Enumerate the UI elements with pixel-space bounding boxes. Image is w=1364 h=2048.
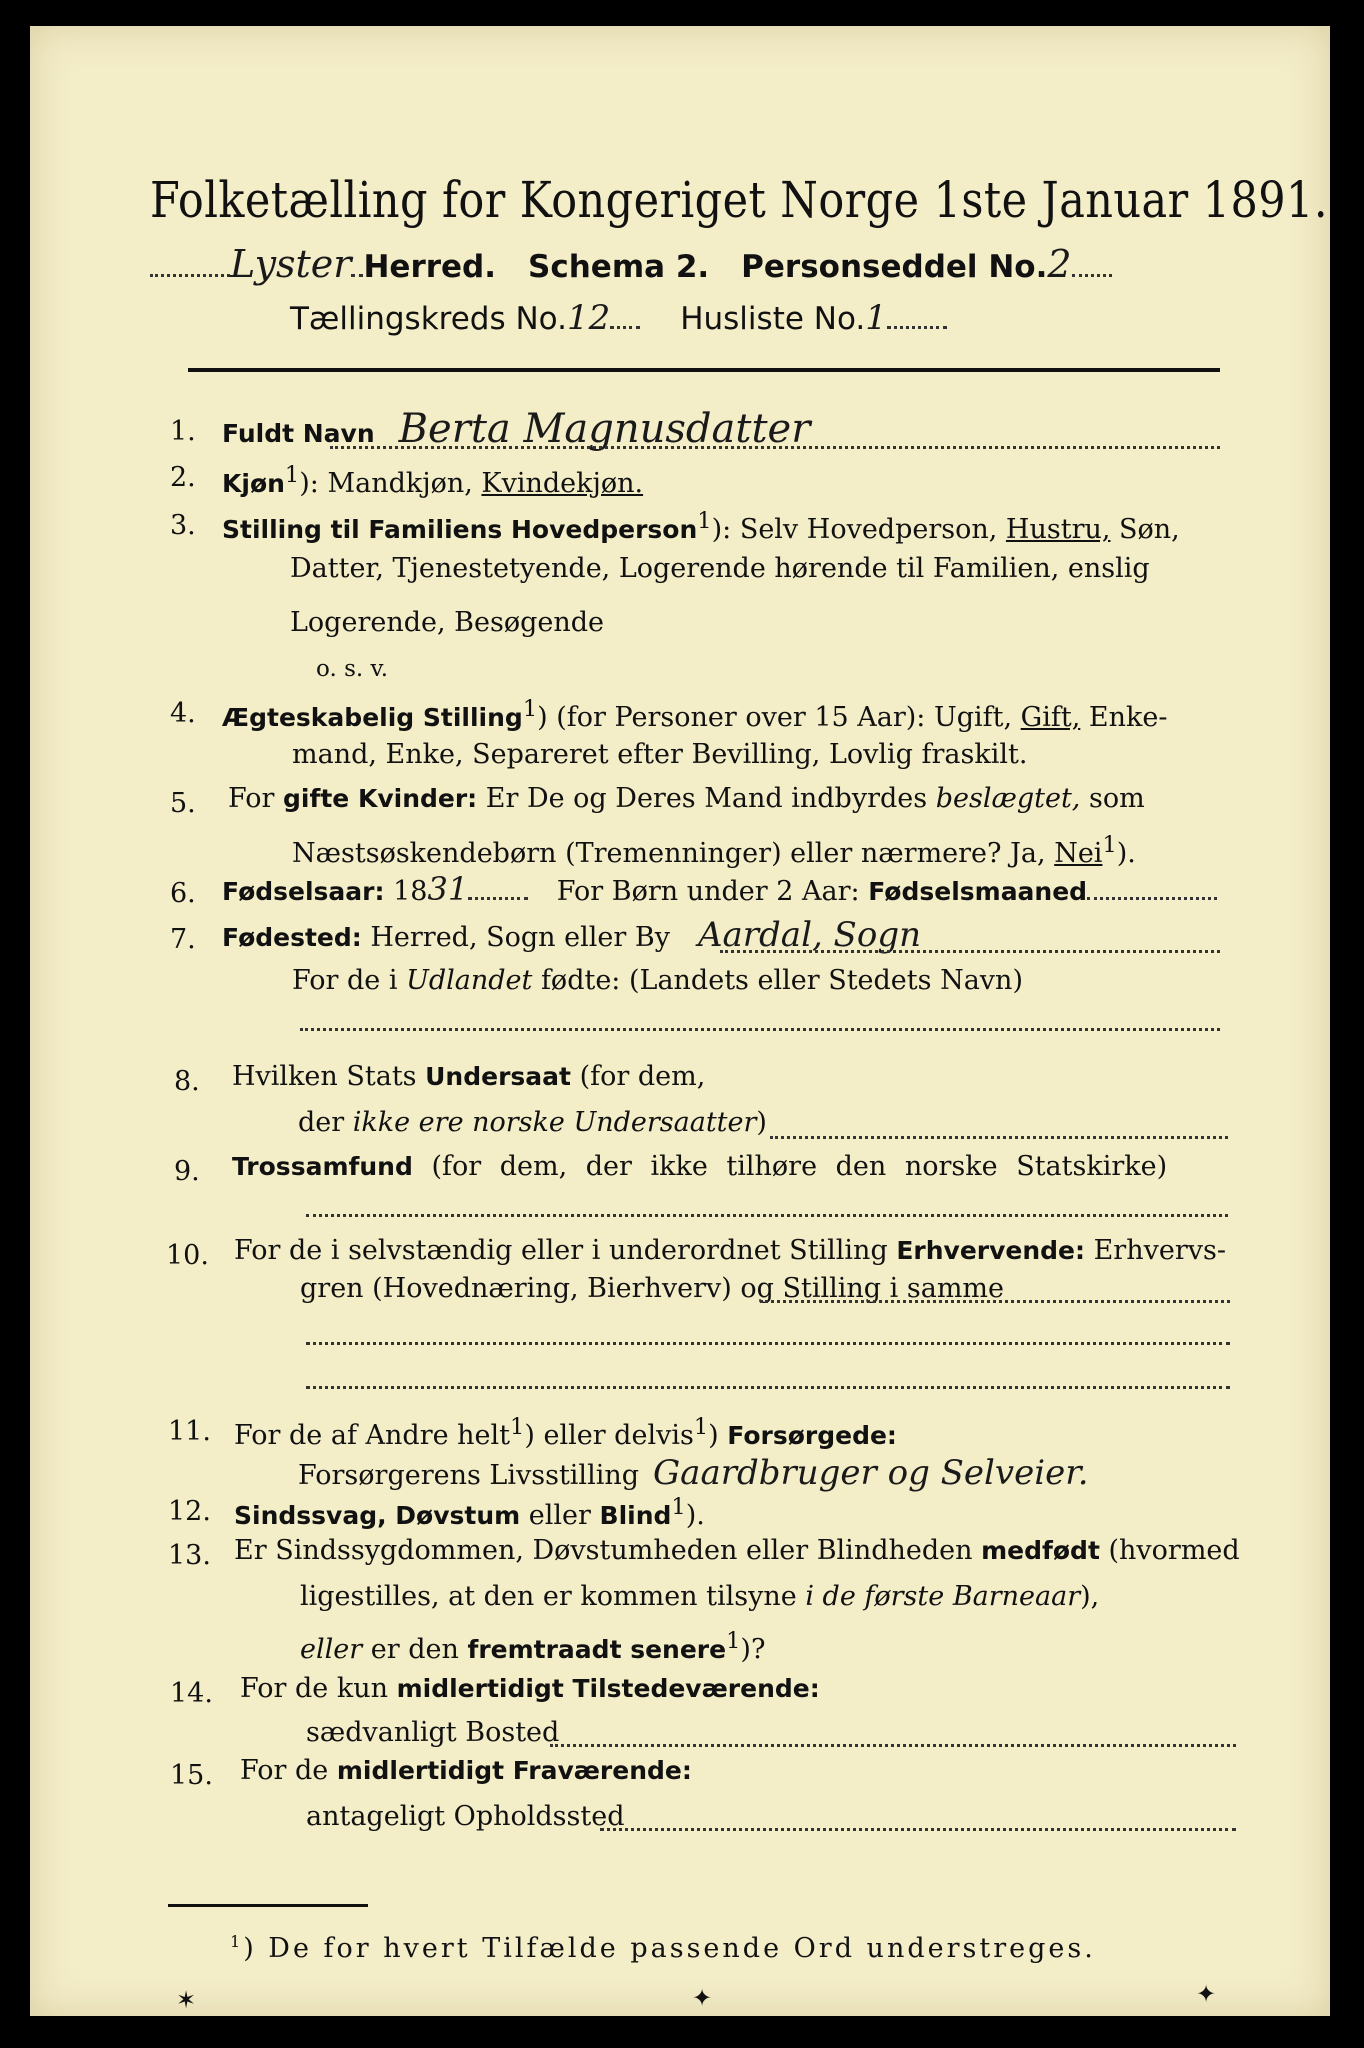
answer-dotted-line [306, 1212, 1228, 1217]
dotted-leader [468, 883, 528, 900]
item-text: fødte: (Landets eller Stedets Navn) [532, 965, 1023, 996]
item-5-married-women [228, 776, 1145, 822]
personseddel-label: Personseddel No. [741, 249, 1048, 285]
item-number: 8. [174, 1066, 200, 1097]
answer-dotted-line [720, 948, 1220, 953]
dotted-leader [351, 252, 363, 277]
field-label: Ægteskabelig Stilling [222, 703, 523, 732]
footnote-marker: 1 [230, 1932, 244, 1951]
answer-dotted-line [330, 444, 1220, 449]
kreds-line [290, 298, 947, 338]
item-text: Hvilken Stats [232, 1061, 426, 1092]
footnote [230, 1932, 1096, 1964]
dotted-leader [1087, 883, 1217, 900]
dotted-leader [1072, 252, 1112, 277]
answer-dotted-line [770, 1134, 1228, 1139]
item-14-line-2: sædvanligt Bosted [306, 1717, 560, 1748]
item-text: Erhvervs- [1085, 1235, 1226, 1266]
item-number: 7. [170, 924, 196, 955]
item-number: 12. [168, 1496, 211, 1527]
item-3-line-3: Logerende, Besøgende [290, 607, 604, 638]
option-text: Enke- [1080, 702, 1168, 733]
field-label: Fødselsmaaned [868, 877, 1088, 906]
selected-option: Kvindekjøn. [481, 468, 644, 499]
answer-dotted-line [760, 1298, 1230, 1303]
item-number: 15. [170, 1760, 213, 1791]
kreds-number: 12 [566, 298, 611, 338]
item-text: eller [520, 1500, 600, 1531]
item-text: (hvormed [1099, 1535, 1240, 1566]
field-label: Stilling til Familiens Hovedperson [222, 515, 698, 544]
selected-option: Gift, [1020, 702, 1081, 733]
field-label: midlertidigt Fraværende: [336, 1756, 692, 1785]
item-3-line-4: o. s. v. [316, 656, 389, 682]
item-8-line-2 [298, 1100, 767, 1146]
item-1-full-name [222, 406, 810, 457]
item-text: (for dem, [570, 1061, 706, 1092]
answer-dotted-line [300, 1026, 1220, 1031]
item-3-family-position [222, 498, 1180, 553]
husliste-label: Husliste No. [680, 301, 866, 337]
schema-label: Schema 2. [528, 249, 710, 285]
footnote-ref: 1 [671, 1494, 686, 1520]
printer-mark: ✶ [176, 1986, 197, 2014]
item-number: 10. [166, 1240, 209, 1271]
footnote-rule [168, 1904, 368, 1907]
italic-text: beslægtet, [935, 783, 1081, 814]
birthplace-answer: Aardal, Sogn [697, 915, 921, 955]
item-7-birthplace [222, 912, 921, 961]
item-13-line-3 [300, 1618, 765, 1673]
item-number: 4. [170, 698, 196, 729]
header-rule [188, 368, 1220, 372]
item-text: For [228, 783, 284, 814]
item-text: ) eller delvis [524, 1420, 694, 1451]
item-text: der [298, 1107, 353, 1138]
footnote-ref: 1 [697, 508, 712, 534]
year-answer: 31 [427, 870, 469, 908]
item-text: )? [740, 1634, 766, 1665]
item-text: som [1080, 783, 1145, 814]
item-text: For de i [292, 965, 407, 996]
italic-text: i de første Barneaar [805, 1581, 1081, 1612]
item-text: Er De og Deres Mand indbyrdes [477, 783, 936, 814]
item-7-line-2 [292, 958, 1023, 1004]
field-label: Trossamfund [232, 1152, 413, 1181]
item-text: ) [756, 1107, 767, 1138]
dotted-leader [150, 252, 230, 277]
item-text: ) [708, 1420, 728, 1451]
footnote-ref: 1 [726, 1628, 741, 1654]
kreds-label: Tællingskreds No. [290, 301, 567, 337]
item-15-line-2: antageligt Opholdssted [306, 1801, 625, 1832]
herred-line [150, 242, 1112, 286]
item-text: ligestilles, at den er kommen tilsyne [300, 1581, 806, 1612]
footnote-ref: 1 [693, 1414, 709, 1440]
footnote-ref: 1 [1102, 832, 1117, 858]
answer-dotted-line [306, 1384, 1230, 1389]
item-text: Forsørgerens Livsstilling [298, 1460, 640, 1491]
field-label: Kjøn [222, 469, 285, 498]
field-label: gifte Kvinder: [283, 784, 478, 813]
item-4-line-2: mand, Enke, Separeret efter Bevilling, Lovlig fraskilt. [292, 739, 1028, 770]
item-text: For de kun [240, 1673, 397, 1704]
selected-option: Nei [1054, 838, 1103, 869]
field-label: fremtraadt senere [467, 1635, 727, 1664]
item-number: 11. [168, 1416, 211, 1447]
item-number: 5. [170, 788, 196, 819]
answer-dotted-line [600, 1826, 1236, 1831]
field-label: Fødested: [222, 923, 362, 952]
field-label: Undersaat [425, 1062, 571, 1091]
husliste-number: 1 [865, 298, 887, 338]
footnote-ref: 1 [284, 462, 300, 488]
footnote-text: ) De for hvert Tilfælde passende Ord understreges. [243, 1933, 1096, 1964]
item-6-birth-year [222, 866, 1217, 915]
printer-mark: ✦ [1196, 1980, 1217, 2008]
item-text: (for dem, der ikke tilhøre den norske Statskirke) [412, 1151, 1168, 1182]
herred-handwritten: Lyster [230, 242, 352, 286]
herred-label: Herred. [363, 249, 497, 285]
item-number: 9. [174, 1156, 200, 1187]
item-text: For de i selvstændig eller i underordnet Stilling [234, 1235, 897, 1266]
item-number: 2. [170, 462, 196, 493]
printer-mark: ✦ [692, 1984, 713, 2012]
field-label: Fuldt Navn [222, 419, 375, 448]
selected-option: Hustru, [1005, 514, 1111, 545]
field-label: medfødt [981, 1536, 1100, 1565]
item-text: er den [362, 1634, 468, 1665]
italic-text: Udlandet [406, 965, 533, 996]
item-number: 1. [170, 416, 196, 447]
item-text: Er Sindssygdommen, Døvstumheden eller Blindheden [234, 1535, 982, 1566]
personseddel-number: 2 [1047, 242, 1072, 286]
item-number: 13. [168, 1540, 211, 1571]
field-label: Erhvervende: [896, 1236, 1086, 1265]
answer-dotted-line [550, 1742, 1236, 1747]
item-text: For de [240, 1755, 337, 1786]
item-3-line-2: Datter, Tjenestetyende, Logerende hørende til Familien, enslig [290, 553, 1150, 584]
option-text: ) (for Personer over 15 Aar): Ugift, [537, 702, 1021, 733]
dotted-leader [887, 304, 947, 329]
item-13-line-2 [300, 1574, 1099, 1620]
provider-occupation-answer: Gaardbruger og Selveier. [653, 1453, 1089, 1493]
field-label: Forsørgede: [727, 1421, 897, 1450]
item-text: For Børn under 2 Aar: [556, 876, 869, 907]
item-number: 14. [170, 1678, 213, 1709]
name-answer: Berta Magnusdatter [398, 406, 811, 452]
year-prefix: 18 [393, 876, 428, 907]
item-13-congenital [234, 1528, 1240, 1574]
item-10-line-2: gren (Hovednæring, Bierhverv) og Stilling i samme [300, 1273, 1005, 1304]
option-text: ): Mandkjøn, [299, 468, 482, 499]
option-text: Søn, [1110, 514, 1180, 545]
item-text: ). [1116, 838, 1136, 869]
field-label: Sindssvag, Døvstum [234, 1501, 521, 1530]
item-text: Næstsøskendebørn (Tremenninger) eller nærmere? Ja, [292, 838, 1055, 869]
item-text: Herred, Sogn eller By [361, 922, 670, 953]
field-label: Fødselsaar: [222, 877, 385, 906]
dotted-leader [610, 304, 640, 329]
item-9-religion [232, 1144, 1167, 1190]
item-15-temporarily-absent [240, 1748, 692, 1794]
item-text: ). [685, 1500, 705, 1531]
item-8-citizenship [232, 1054, 705, 1100]
italic-text: eller [300, 1634, 363, 1665]
item-text: For de af Andre helt [234, 1420, 511, 1451]
census-form-sheet [30, 26, 1330, 2016]
item-number: 6. [170, 878, 196, 909]
item-number: 3. [170, 510, 196, 541]
field-label: Blind [599, 1501, 672, 1530]
field-label: midlertidigt Tilstedeværende: [396, 1674, 820, 1703]
footnote-ref: 1 [510, 1414, 525, 1440]
form-title: Folketælling for Kongeriget Norge 1ste Januar 1891. [150, 171, 1328, 229]
answer-dotted-line [306, 1340, 1230, 1345]
item-14-temporarily-present [240, 1666, 820, 1712]
item-text: ), [1080, 1581, 1100, 1612]
italic-text: ikke ere norske Undersaatter [352, 1107, 757, 1138]
footnote-ref: 1 [522, 696, 538, 722]
option-text: ): Selv Hovedperson, [711, 514, 1006, 545]
